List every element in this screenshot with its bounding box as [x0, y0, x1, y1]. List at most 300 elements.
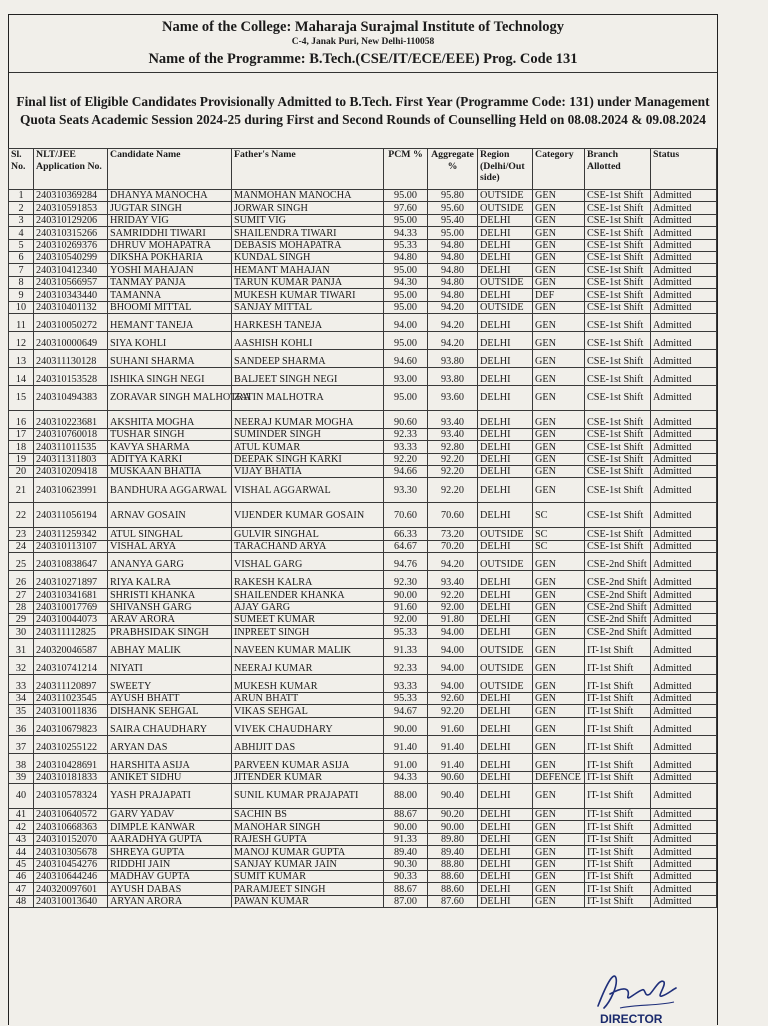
- table-row: [9, 227, 717, 239]
- aggregate-percent-cell: 90.00: [428, 821, 478, 833]
- pcm-percent-cell: 90.00: [384, 717, 428, 735]
- aggregate-percent-cell: 94.80: [428, 276, 478, 288]
- pcm-percent-cell: 95.00: [384, 214, 428, 226]
- region-cell: DELHI: [478, 589, 533, 601]
- table-row: [9, 858, 717, 870]
- fathers-name-cell: PARVEEN KUMAR ASIJA: [232, 753, 384, 771]
- pcm-percent-cell: 91.60: [384, 601, 428, 613]
- region-cell: DELHI: [478, 251, 533, 263]
- programme-name: Name of the Programme: B.Tech.(CSE/IT/ECE/EEE) Prog. Code 131: [148, 51, 578, 67]
- fathers-name-cell: PAWAN KUMAR: [232, 895, 384, 907]
- branch-allotted-cell: IT-1st Shift: [585, 638, 651, 656]
- fathers-name-cell: SANJAY MITTAL: [232, 301, 384, 313]
- pcm-percent-cell: 94.80: [384, 251, 428, 263]
- sl-no-cell: 2: [9, 202, 34, 214]
- candidate-name-cell: SIYA KOHLI: [108, 331, 232, 349]
- category-cell: GEN: [533, 367, 585, 385]
- branch-allotted-cell: CSE-2nd Shift: [585, 589, 651, 601]
- status-cell: Admitted: [651, 883, 717, 895]
- table-row: [9, 705, 717, 717]
- candidate-name-cell: MUSKAAN BHATIA: [108, 466, 232, 478]
- fathers-name-cell: VISHAL AGGARWAL: [232, 478, 384, 503]
- fathers-name-cell: VIVEK CHAUDHARY: [232, 717, 384, 735]
- pcm-percent-cell: 95.00: [384, 331, 428, 349]
- aggregate-percent-cell: 90.20: [428, 808, 478, 820]
- branch-allotted-cell: CSE-1st Shift: [585, 385, 651, 410]
- branch-allotted-cell: IT-1st Shift: [585, 846, 651, 858]
- region-cell: DELHI: [478, 717, 533, 735]
- region-cell: DELHI: [478, 367, 533, 385]
- fathers-name-cell: AJAY GARG: [232, 601, 384, 613]
- application-no-cell: 240310679823: [34, 717, 108, 735]
- region-cell: DELHI: [478, 883, 533, 895]
- region-cell: DELHI: [478, 540, 533, 552]
- region-cell: DELHI: [478, 771, 533, 783]
- aggregate-percent-cell: 90.40: [428, 783, 478, 808]
- branch-allotted-cell: IT-1st Shift: [585, 858, 651, 870]
- status-cell: Admitted: [651, 441, 717, 453]
- branch-allotted-cell: IT-1st Shift: [585, 771, 651, 783]
- sl-no-cell: 40: [9, 783, 34, 808]
- table-row: [9, 441, 717, 453]
- category-cell: GEN: [533, 428, 585, 440]
- category-cell: GEN: [533, 614, 585, 626]
- pcm-percent-cell: 90.00: [384, 589, 428, 601]
- status-cell: Admitted: [651, 453, 717, 465]
- branch-allotted-cell: IT-1st Shift: [585, 717, 651, 735]
- branch-allotted-cell: IT-1st Shift: [585, 735, 651, 753]
- fathers-name-cell: MANOHAR SINGH: [232, 821, 384, 833]
- category-cell: GEN: [533, 753, 585, 771]
- table-row: [9, 251, 717, 263]
- aggregate-percent-cell: 93.40: [428, 571, 478, 589]
- category-cell: GEN: [533, 553, 585, 571]
- status-cell: Admitted: [651, 589, 717, 601]
- aggregate-percent-cell: 92.20: [428, 466, 478, 478]
- region-cell: OUTSIDE: [478, 674, 533, 692]
- region-cell: OUTSIDE: [478, 202, 533, 214]
- status-cell: Admitted: [651, 638, 717, 656]
- region-cell: DELHI: [478, 783, 533, 808]
- status-cell: Admitted: [651, 735, 717, 753]
- table-row: [9, 656, 717, 674]
- category-cell: GEN: [533, 301, 585, 313]
- sl-no-cell: 11: [9, 313, 34, 331]
- application-no-cell: 240310209418: [34, 466, 108, 478]
- category-cell: GEN: [533, 385, 585, 410]
- aggregate-percent-cell: 92.20: [428, 453, 478, 465]
- application-no-cell: 240310050272: [34, 313, 108, 331]
- category-cell: GEN: [533, 589, 585, 601]
- branch-allotted-cell: IT-1st Shift: [585, 656, 651, 674]
- category-cell: GEN: [533, 870, 585, 882]
- pcm-percent-cell: 92.33: [384, 428, 428, 440]
- candidate-name-cell: TANMAY PANJA: [108, 276, 232, 288]
- pcm-percent-cell: 88.67: [384, 808, 428, 820]
- pcm-percent-cell: 91.00: [384, 753, 428, 771]
- application-no-cell: 240320046587: [34, 638, 108, 656]
- candidate-name-cell: YOSHI MAHAJAN: [108, 264, 232, 276]
- pcm-percent-cell: 93.33: [384, 441, 428, 453]
- application-no-cell: 240311056194: [34, 503, 108, 528]
- sl-no-cell: 13: [9, 349, 34, 367]
- sl-no-cell: 21: [9, 478, 34, 503]
- application-no-cell: 240310401132: [34, 301, 108, 313]
- table-row: [9, 313, 717, 331]
- candidate-name-cell: ARAV ARORA: [108, 614, 232, 626]
- application-no-cell: 240310000649: [34, 331, 108, 349]
- candidate-name-cell: ARNAV GOSAIN: [108, 503, 232, 528]
- sl-no-cell: 38: [9, 753, 34, 771]
- status-cell: Admitted: [651, 251, 717, 263]
- category-cell: SC: [533, 503, 585, 528]
- fathers-name-cell: SUMIT VIG: [232, 214, 384, 226]
- aggregate-percent-cell: 88.80: [428, 858, 478, 870]
- candidate-name-cell: SWEETY: [108, 674, 232, 692]
- status-cell: Admitted: [651, 705, 717, 717]
- branch-allotted-cell: IT-1st Shift: [585, 870, 651, 882]
- sl-no-cell: 30: [9, 626, 34, 638]
- aggregate-percent-cell: 73.20: [428, 528, 478, 540]
- aggregate-percent-cell: 89.80: [428, 833, 478, 845]
- table-row: [9, 264, 717, 276]
- candidate-name-cell: ADITYA KARKI: [108, 453, 232, 465]
- region-cell: DELHI: [478, 466, 533, 478]
- candidate-name-cell: SHRISTI KHANKA: [108, 589, 232, 601]
- pcm-percent-cell: 90.33: [384, 870, 428, 882]
- table-header-row: [9, 149, 717, 190]
- fathers-name-cell: SUNIL KUMAR PRAJAPATI: [232, 783, 384, 808]
- branch-allotted-cell: IT-1st Shift: [585, 692, 651, 704]
- region-cell: DELHI: [478, 410, 533, 428]
- branch-allotted-cell: CSE-1st Shift: [585, 528, 651, 540]
- category-cell: SC: [533, 540, 585, 552]
- sl-no-cell: 46: [9, 870, 34, 882]
- candidate-name-cell: JUGTAR SINGH: [108, 202, 232, 214]
- application-no-cell: 240310540299: [34, 251, 108, 263]
- application-no-cell: 240310623991: [34, 478, 108, 503]
- aggregate-percent-cell: 93.80: [428, 349, 478, 367]
- aggregate-percent-cell: 95.40: [428, 214, 478, 226]
- region-cell: DELHI: [478, 705, 533, 717]
- fathers-name-cell: DEBASIS MOHAPATRA: [232, 239, 384, 251]
- application-no-cell: 240310011836: [34, 705, 108, 717]
- branch-allotted-cell: IT-1st Shift: [585, 808, 651, 820]
- candidate-name-cell: ARYAN ARORA: [108, 895, 232, 907]
- candidate-name-cell: DHRUV MOHAPATRA: [108, 239, 232, 251]
- status-cell: Admitted: [651, 289, 717, 301]
- sl-no-cell: 7: [9, 264, 34, 276]
- application-no-cell: 240310269376: [34, 239, 108, 251]
- application-no-cell: 240310454276: [34, 858, 108, 870]
- status-cell: Admitted: [651, 783, 717, 808]
- sl-no-cell: 37: [9, 735, 34, 753]
- application-no-cell: 240310494383: [34, 385, 108, 410]
- status-cell: Admitted: [651, 571, 717, 589]
- category-cell: GEN: [533, 821, 585, 833]
- status-cell: Admitted: [651, 833, 717, 845]
- sl-no-cell: 26: [9, 571, 34, 589]
- application-no-cell: 240310153528: [34, 367, 108, 385]
- application-no-cell: 240310341681: [34, 589, 108, 601]
- fathers-name-cell: DEEPAK SINGH KARKI: [232, 453, 384, 465]
- aggregate-percent-cell: 93.40: [428, 410, 478, 428]
- sl-no-cell: 39: [9, 771, 34, 783]
- region-cell: DELHI: [478, 239, 533, 251]
- table-row: [9, 821, 717, 833]
- branch-allotted-cell: CSE-1st Shift: [585, 453, 651, 465]
- column-header: NLT/JEE Application No.: [34, 149, 108, 190]
- application-no-cell: 240310315266: [34, 227, 108, 239]
- pcm-percent-cell: 93.00: [384, 367, 428, 385]
- fathers-name-cell: MUKESH KUMAR: [232, 674, 384, 692]
- aggregate-percent-cell: 93.60: [428, 385, 478, 410]
- candidate-name-cell: ABHAY MALIK: [108, 638, 232, 656]
- candidate-name-cell: TUSHAR SINGH: [108, 428, 232, 440]
- college-address: C-4, Janak Puri, New Delhi-110058: [291, 37, 435, 47]
- status-cell: Admitted: [651, 771, 717, 783]
- admission-table: [8, 148, 717, 908]
- table-row: [9, 385, 717, 410]
- candidate-name-cell: AKSHITA MOGHA: [108, 410, 232, 428]
- branch-allotted-cell: CSE-1st Shift: [585, 202, 651, 214]
- aggregate-percent-cell: 91.40: [428, 735, 478, 753]
- table-row: [9, 783, 717, 808]
- pcm-percent-cell: 94.00: [384, 313, 428, 331]
- sl-no-cell: 36: [9, 717, 34, 735]
- pcm-percent-cell: 90.00: [384, 821, 428, 833]
- application-no-cell: 240310044073: [34, 614, 108, 626]
- branch-allotted-cell: CSE-2nd Shift: [585, 553, 651, 571]
- candidate-name-cell: SAIRA CHAUDHARY: [108, 717, 232, 735]
- application-no-cell: 240310838647: [34, 553, 108, 571]
- status-cell: Admitted: [651, 276, 717, 288]
- application-no-cell: 240310760018: [34, 428, 108, 440]
- status-cell: Admitted: [651, 367, 717, 385]
- category-cell: GEN: [533, 833, 585, 845]
- branch-allotted-cell: CSE-1st Shift: [585, 289, 651, 301]
- branch-allotted-cell: IT-1st Shift: [585, 883, 651, 895]
- application-no-cell: 240310591853: [34, 202, 108, 214]
- application-no-cell: 240311130128: [34, 349, 108, 367]
- status-cell: Admitted: [651, 202, 717, 214]
- category-cell: GEN: [533, 783, 585, 808]
- candidate-name-cell: RIDDHI JAIN: [108, 858, 232, 870]
- branch-allotted-cell: CSE-2nd Shift: [585, 601, 651, 613]
- category-cell: GEN: [533, 478, 585, 503]
- sl-no-cell: 48: [9, 895, 34, 907]
- aggregate-percent-cell: 94.00: [428, 638, 478, 656]
- region-cell: DELHI: [478, 503, 533, 528]
- category-cell: GEN: [533, 239, 585, 251]
- table-row: [9, 349, 717, 367]
- region-cell: OUTSIDE: [478, 528, 533, 540]
- category-cell: GEN: [533, 331, 585, 349]
- fathers-name-cell: SANDEEP SHARMA: [232, 349, 384, 367]
- region-cell: DELHI: [478, 858, 533, 870]
- application-no-cell: 240310741214: [34, 656, 108, 674]
- status-cell: Admitted: [651, 385, 717, 410]
- aggregate-percent-cell: 94.80: [428, 239, 478, 251]
- candidate-name-cell: ZORAVAR SINGH MALHOTRA: [108, 385, 232, 410]
- table-row: [9, 276, 717, 288]
- pcm-percent-cell: 92.00: [384, 614, 428, 626]
- candidate-name-cell: DIMPLE KANWAR: [108, 821, 232, 833]
- fathers-name-cell: MANOJ KUMAR GUPTA: [232, 846, 384, 858]
- application-no-cell: 240310305678: [34, 846, 108, 858]
- fathers-name-cell: BALJEET SINGH NEGI: [232, 367, 384, 385]
- candidate-name-cell: VISHAL ARYA: [108, 540, 232, 552]
- table-row: [9, 753, 717, 771]
- region-cell: OUTSIDE: [478, 276, 533, 288]
- fathers-name-cell: SHAILENDER KHANKA: [232, 589, 384, 601]
- table-row: [9, 638, 717, 656]
- sl-no-cell: 32: [9, 656, 34, 674]
- status-cell: Admitted: [651, 821, 717, 833]
- table-row: [9, 883, 717, 895]
- branch-allotted-cell: CSE-1st Shift: [585, 313, 651, 331]
- region-cell: DELHI: [478, 227, 533, 239]
- aggregate-percent-cell: 92.60: [428, 692, 478, 704]
- candidate-name-cell: ISHIKA SINGH NEGI: [108, 367, 232, 385]
- table-row: [9, 503, 717, 528]
- application-no-cell: 240310255122: [34, 735, 108, 753]
- candidate-name-cell: NIYATI: [108, 656, 232, 674]
- category-cell: GEN: [533, 313, 585, 331]
- branch-allotted-cell: CSE-2nd Shift: [585, 614, 651, 626]
- director-signature: [590, 968, 680, 1014]
- category-cell: GEN: [533, 276, 585, 288]
- sl-no-cell: 45: [9, 858, 34, 870]
- table-row: [9, 571, 717, 589]
- status-cell: Admitted: [651, 410, 717, 428]
- sl-no-cell: 1: [9, 190, 34, 202]
- sl-no-cell: 43: [9, 833, 34, 845]
- candidate-name-cell: SHREYA GUPTA: [108, 846, 232, 858]
- region-cell: DELHI: [478, 846, 533, 858]
- branch-allotted-cell: IT-1st Shift: [585, 895, 651, 907]
- status-cell: Admitted: [651, 214, 717, 226]
- fathers-name-cell: JITENDER KUMAR: [232, 771, 384, 783]
- column-header: Status: [651, 149, 717, 190]
- region-cell: DELHI: [478, 808, 533, 820]
- category-cell: GEN: [533, 858, 585, 870]
- pcm-percent-cell: 95.00: [384, 385, 428, 410]
- table-row: [9, 626, 717, 638]
- sl-no-cell: 4: [9, 227, 34, 239]
- region-cell: DELHI: [478, 264, 533, 276]
- table-row: [9, 410, 717, 428]
- branch-allotted-cell: CSE-1st Shift: [585, 441, 651, 453]
- fathers-name-cell: SHAILENDRA TIWARI: [232, 227, 384, 239]
- application-no-cell: 240311112825: [34, 626, 108, 638]
- fathers-name-cell: KUNDAL SINGH: [232, 251, 384, 263]
- column-header: Branch Allotted: [585, 149, 651, 190]
- category-cell: GEN: [533, 656, 585, 674]
- branch-allotted-cell: CSE-1st Shift: [585, 503, 651, 528]
- branch-allotted-cell: CSE-1st Shift: [585, 190, 651, 202]
- sl-no-cell: 23: [9, 528, 34, 540]
- region-cell: DELHI: [478, 313, 533, 331]
- sl-no-cell: 19: [9, 453, 34, 465]
- candidate-name-cell: DHANYA MANOCHA: [108, 190, 232, 202]
- status-cell: Admitted: [651, 692, 717, 704]
- pcm-percent-cell: 93.30: [384, 478, 428, 503]
- sl-no-cell: 15: [9, 385, 34, 410]
- table-row: [9, 895, 717, 907]
- status-cell: Admitted: [651, 870, 717, 882]
- candidate-name-cell: GARV YADAV: [108, 808, 232, 820]
- category-cell: GEN: [533, 638, 585, 656]
- fathers-name-cell: ARUN BHATT: [232, 692, 384, 704]
- pcm-percent-cell: 90.30: [384, 858, 428, 870]
- table-row: [9, 735, 717, 753]
- aggregate-percent-cell: 88.60: [428, 870, 478, 882]
- sl-no-cell: 44: [9, 846, 34, 858]
- application-no-cell: 240310113107: [34, 540, 108, 552]
- table-row: [9, 453, 717, 465]
- category-cell: DEF: [533, 289, 585, 301]
- fathers-name-cell: MANMOHAN MANOCHA: [232, 190, 384, 202]
- category-cell: GEN: [533, 441, 585, 453]
- aggregate-percent-cell: 94.00: [428, 656, 478, 674]
- category-cell: DEFENCE: [533, 771, 585, 783]
- sl-no-cell: 12: [9, 331, 34, 349]
- status-cell: Admitted: [651, 895, 717, 907]
- table-row: [9, 190, 717, 202]
- application-no-cell: 240310412340: [34, 264, 108, 276]
- status-cell: Admitted: [651, 808, 717, 820]
- pcm-percent-cell: 64.67: [384, 540, 428, 552]
- application-no-cell: 240310152070: [34, 833, 108, 845]
- column-header: Sl. No.: [9, 149, 34, 190]
- sl-no-cell: 28: [9, 601, 34, 613]
- table-row: [9, 870, 717, 882]
- pcm-percent-cell: 95.33: [384, 692, 428, 704]
- pcm-percent-cell: 94.67: [384, 705, 428, 717]
- sl-no-cell: 17: [9, 428, 34, 440]
- region-cell: DELHI: [478, 833, 533, 845]
- column-header: Candidate Name: [108, 149, 232, 190]
- fathers-name-cell: SANJAY KUMAR JAIN: [232, 858, 384, 870]
- candidate-name-cell: ANANYA GARG: [108, 553, 232, 571]
- candidate-name-cell: HRIDAY VIG: [108, 214, 232, 226]
- status-cell: Admitted: [651, 601, 717, 613]
- branch-allotted-cell: CSE-1st Shift: [585, 410, 651, 428]
- region-cell: DELHI: [478, 626, 533, 638]
- pcm-percent-cell: 94.33: [384, 771, 428, 783]
- application-no-cell: 240311259342: [34, 528, 108, 540]
- aggregate-percent-cell: 95.60: [428, 202, 478, 214]
- column-header: Aggregate %: [428, 149, 478, 190]
- category-cell: GEN: [533, 571, 585, 589]
- sl-no-cell: 31: [9, 638, 34, 656]
- aggregate-percent-cell: 91.80: [428, 614, 478, 626]
- status-cell: Admitted: [651, 466, 717, 478]
- candidate-name-cell: RIYA KALRA: [108, 571, 232, 589]
- application-no-cell: 240310129206: [34, 214, 108, 226]
- region-cell: DELHI: [478, 453, 533, 465]
- status-cell: Admitted: [651, 846, 717, 858]
- application-no-cell: 240320097601: [34, 883, 108, 895]
- aggregate-percent-cell: 91.60: [428, 717, 478, 735]
- candidate-name-cell: DIKSHA POKHARIA: [108, 251, 232, 263]
- fathers-name-cell: INPREET SINGH: [232, 626, 384, 638]
- column-header: Category: [533, 149, 585, 190]
- sl-no-cell: 8: [9, 276, 34, 288]
- pcm-percent-cell: 93.33: [384, 674, 428, 692]
- fathers-name-cell: SUMIT KUMAR: [232, 870, 384, 882]
